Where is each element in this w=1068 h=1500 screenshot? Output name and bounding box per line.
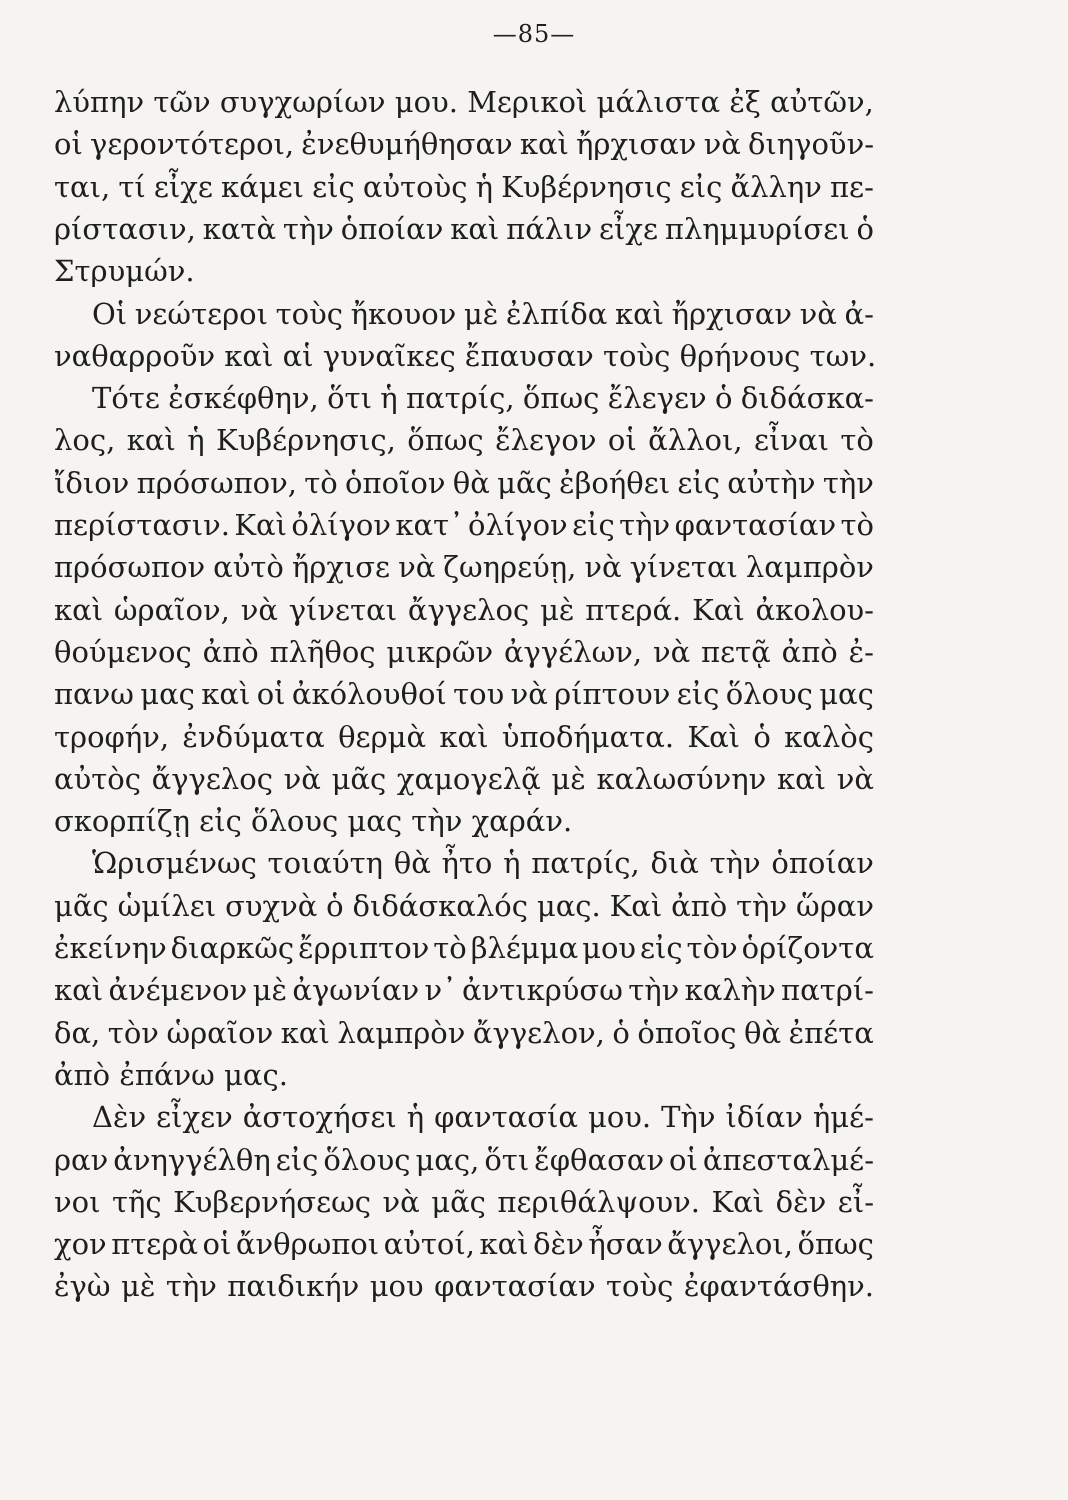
page-number: —85— xyxy=(492,20,576,48)
text-line: ἐγὼ μὲ τὴν παιδικήν μου φαντασίαν τοὺς ἐφαντάσθην. xyxy=(54,1269,874,1304)
text-line: ἀπὸ ἐπάνω μας. xyxy=(54,1057,288,1092)
text-line: χον πτερὰ οἱ ἄνθρωποι αὐτοί, καὶ δὲν ἦσαν ἄγγελοι, ὅπως xyxy=(54,1227,874,1262)
text-line: ρίστασιν, κατὰ τὴν ὁποίαν καὶ πάλιν εἶχε πλημμυρίσει ὁ xyxy=(54,211,874,246)
text-line: καὶ ὡραῖον, νὰ γίνεται ἄγγελος μὲ πτερά. Καὶ ἀκολου- xyxy=(54,592,874,627)
text-line: ἴδιον πρόσωπον, τὸ ὁποῖον θὰ μᾶς ἐβοήθει εἰς αὐτὴν τὴν xyxy=(54,465,874,500)
text-line: Οἱ νεώτεροι τοὺς ἤκουον μὲ ἐλπίδα καὶ ἤρχισαν νὰ ἀ- xyxy=(92,296,874,331)
text-line: πανω μας καὶ οἱ ἀκόλουθοί του νὰ ρίπτουν εἰς ὅλους μας xyxy=(54,677,874,712)
text-line: σκορπίζῃ εἰς ὅλους μας τὴν χαράν. xyxy=(54,804,573,839)
text-line: τροφήν, ἐνδύματα θερμὰ καὶ ὑποδήματα. Καὶ ὁ καλὸς xyxy=(54,719,874,754)
text-line: θούμενος ἀπὸ πλῆθος μικρῶν ἀγγέλων, νὰ πετᾷ ἀπὸ ἐ- xyxy=(54,634,874,669)
text-line: πρόσωπον αὐτὸ ἤρχισε νὰ ζωηρεύῃ, νὰ γίνεται λαμπρὸν xyxy=(54,550,874,585)
text-line: οἱ γεροντότεροι, ἐνεθυμήθησαν καὶ ἤρχισαν νὰ διηγοῦν- xyxy=(54,127,874,162)
text-line: ραν ἀνηγγέλθη εἰς ὅλους μας, ὅτι ἔφθασαν οἱ ἀπεσταλμέ- xyxy=(54,1142,874,1177)
text-line: λύπην τῶν συγχωρίων μου. Μερικοὶ μάλιστα ἐξ αὐτῶν, xyxy=(54,85,874,119)
text-line: Τότε ἐσκέφθην, ὅτι ἡ πατρίς, ὅπως ἔλεγεν ὁ διδάσκα- xyxy=(92,381,874,416)
text-line: καὶ ἀνέμενον μὲ ἀγωνίαν ν᾿ ἀντικρύσω τὴν καλὴν πατρί- xyxy=(54,973,874,1008)
text-line: περίστασιν. Καὶ ὀλίγον κατ᾿ ὀλίγον εἰς τὴν φαντασίαν τὸ xyxy=(54,508,874,542)
text-line: ται, τί εἶχε κάμει εἰς αὐτοὺς ἡ Κυβέρνησις εἰς ἄλλην πε- xyxy=(54,169,874,204)
text-line: ναθαρροῦν καὶ αἱ γυναῖκες ἔπαυσαν τοὺς θρήνους των. xyxy=(54,338,877,373)
text-line: Στρυμών. xyxy=(54,254,195,289)
text-line: Ὡρισμένως τοιαύτη θὰ ἦτο ἡ πατρίς, διὰ τὴν ὁποίαν xyxy=(92,846,874,881)
text-line: ἐκείνην διαρκῶς ἔρριπτον τὸ βλέμμα μου εἰς τὸν ὁρίζοντα xyxy=(54,931,874,965)
text-line: μᾶς ὡμίλει συχνὰ ὁ διδάσκαλός μας. Καὶ ἀπὸ τὴν ὥραν xyxy=(54,888,874,923)
text-line: νοι τῆς Κυβερνήσεως νὰ μᾶς περιθάλψουν. Καὶ δὲν εἶ- xyxy=(54,1184,874,1219)
text-line: λος, καὶ ἡ Κυβέρνησις, ὅπως ἔλεγον οἱ ἄλλοι, εἶναι τὸ xyxy=(54,423,874,458)
text-line: αὐτὸς ἄγγελος νὰ μᾶς χαμογελᾷ μὲ καλωσύνην καὶ νὰ xyxy=(54,761,874,796)
text-line: Δὲν εἶχεν ἀστοχήσει ἡ φαντασία μου. Τὴν ἰδίαν ἡμέ- xyxy=(92,1100,874,1135)
text-line: δα, τὸν ὡραῖον καὶ λαμπρὸν ἄγγελον, ὁ ὁποῖος θὰ ἐπέτα xyxy=(54,1015,874,1050)
